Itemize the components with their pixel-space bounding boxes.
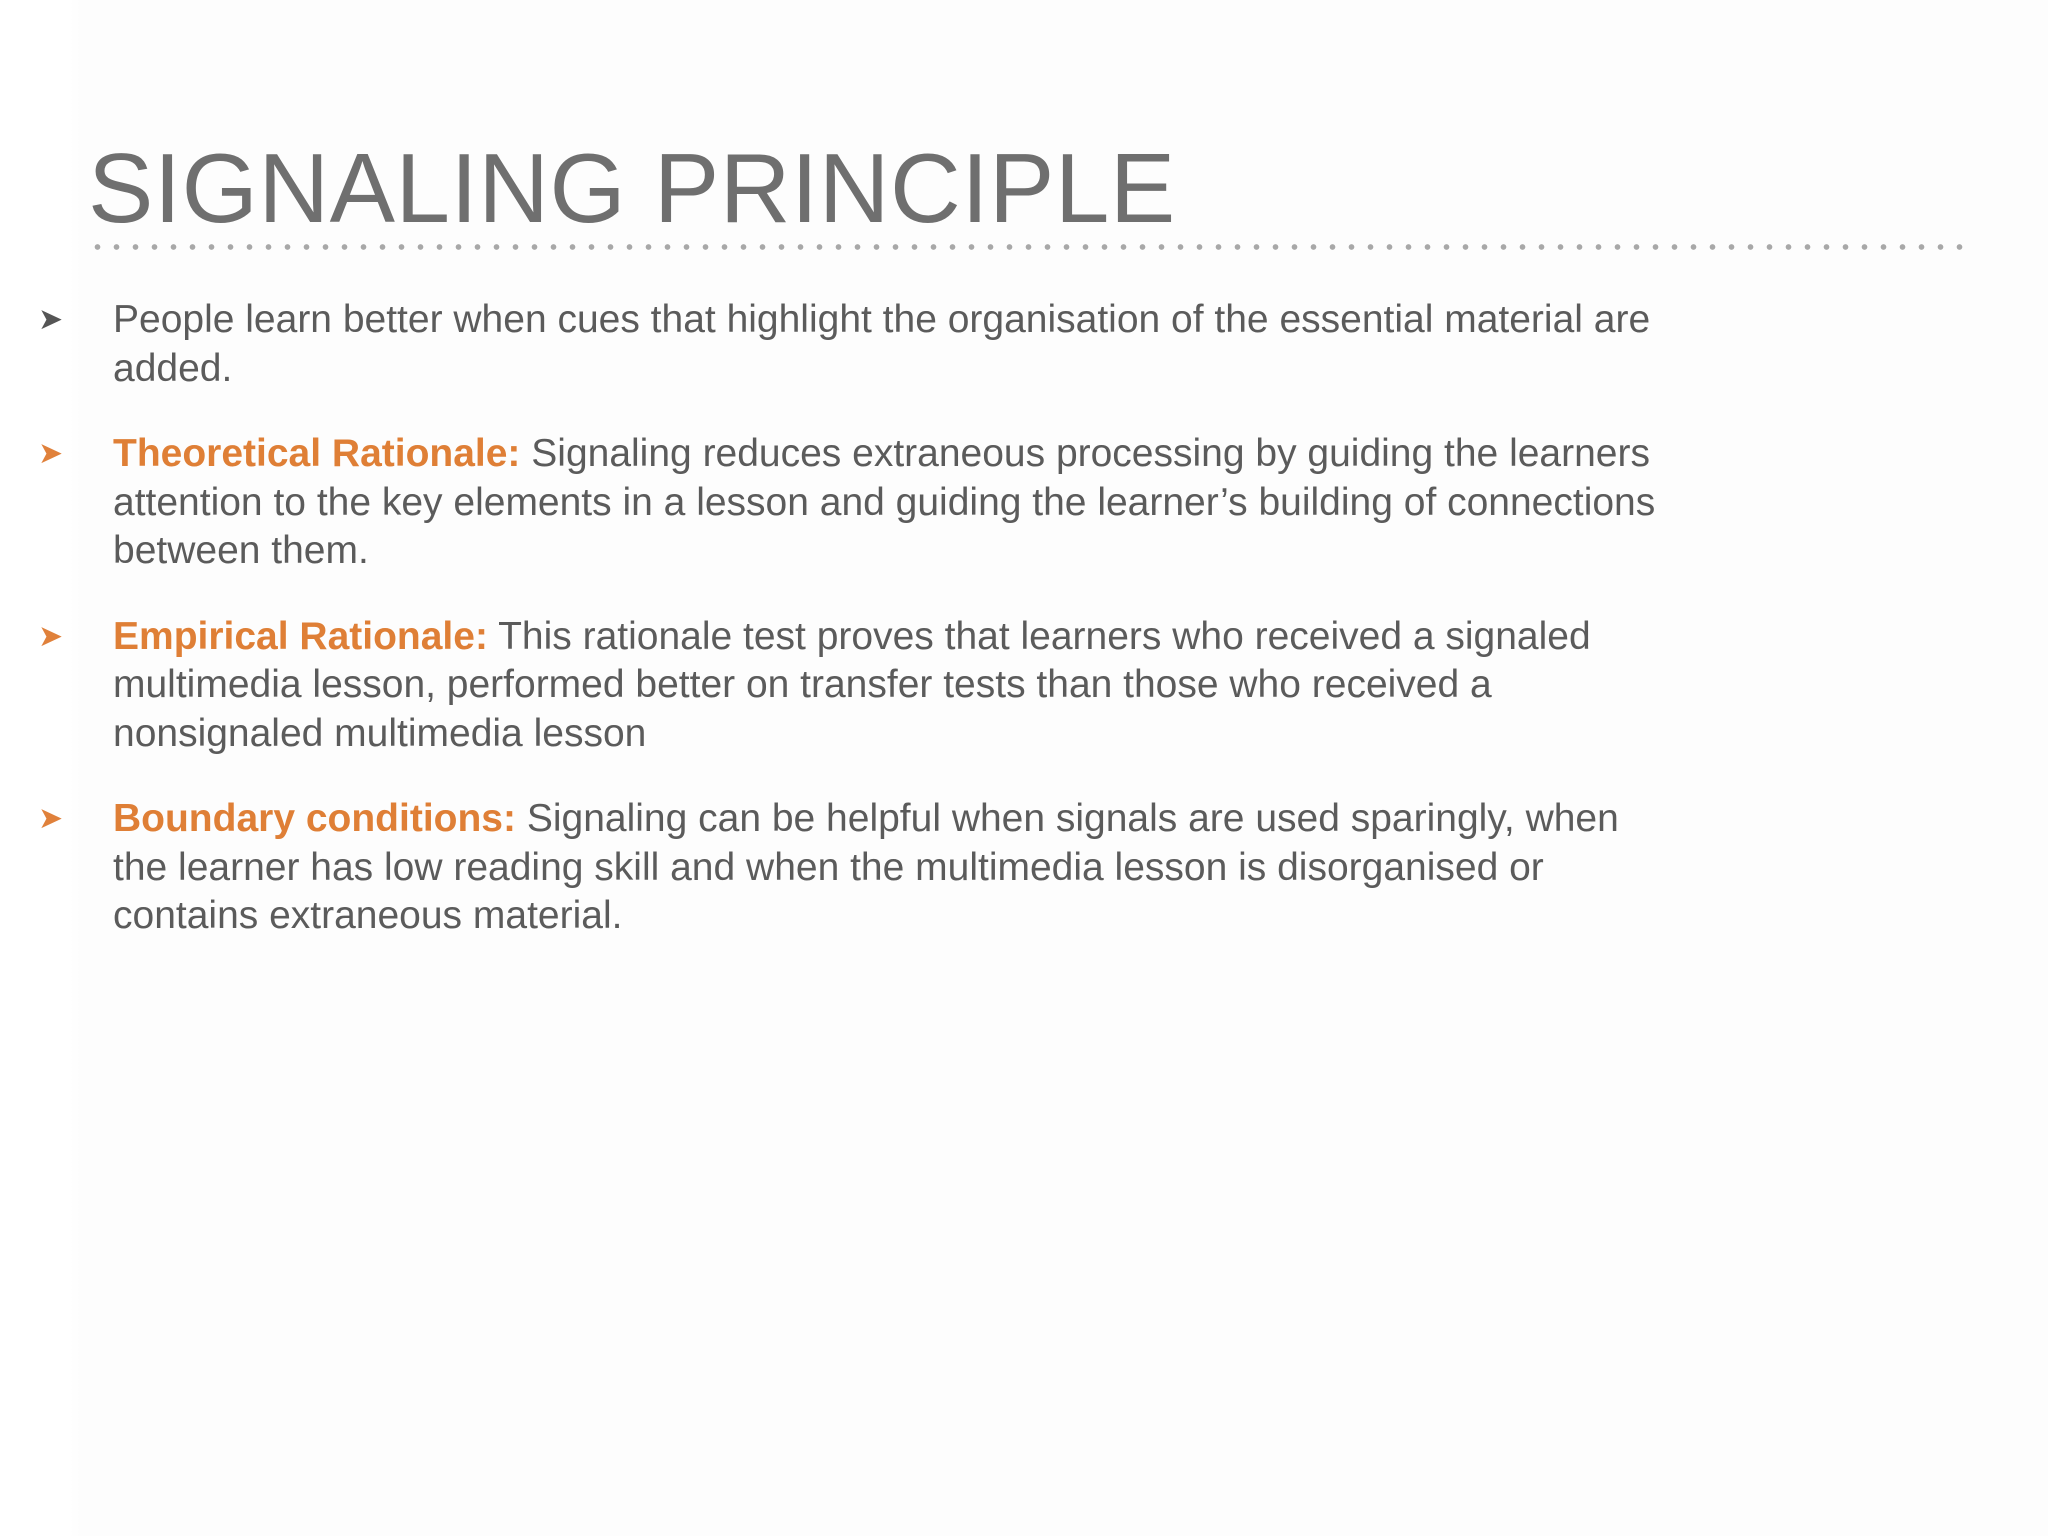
bullet-description: People learn better when cues that highlight the organisation of the essential material are added. [113, 298, 1651, 390]
bullet-text [113, 296, 1673, 393]
bullet-label: Theoretical Rationale: [113, 432, 521, 475]
arrowhead-icon: ➤ [38, 303, 64, 336]
bullet-text [113, 430, 1673, 576]
arrowhead-icon: ➤ [38, 802, 64, 835]
bullet-label: Boundary conditions: [113, 797, 516, 840]
bullet-item [0, 613, 1700, 759]
dotted-divider [88, 244, 1970, 250]
bullet-label: Empirical Rationale: [113, 614, 488, 658]
bullet-description: This rationale test proves that learners who received a signaled multimedia lesson, performed better on transfer tests than those who received a nonsignaled multimedia lesson [113, 614, 1591, 755]
slide-title: SIGNALING PRINCIPLE [88, 133, 1176, 243]
bullet-item [0, 430, 1700, 576]
bullet-item [0, 296, 1700, 393]
bullet-text [113, 613, 1673, 759]
bullet-list [0, 296, 1700, 978]
bullet-text [113, 795, 1673, 941]
arrowhead-icon: ➤ [38, 437, 64, 470]
bullet-item [0, 795, 1700, 941]
arrowhead-icon: ➤ [38, 619, 64, 653]
bullet-description: Signaling can be helpful when signals are used sparingly, when the learner has low reading skill and when the multimedia lesson is disorganised or contains extraneous material. [113, 797, 1619, 937]
bullet-description: Signaling reduces extraneous processing by guiding the learners attention to the key elements in a lesson and guiding the learner’s building of connections between them. [113, 432, 1656, 572]
